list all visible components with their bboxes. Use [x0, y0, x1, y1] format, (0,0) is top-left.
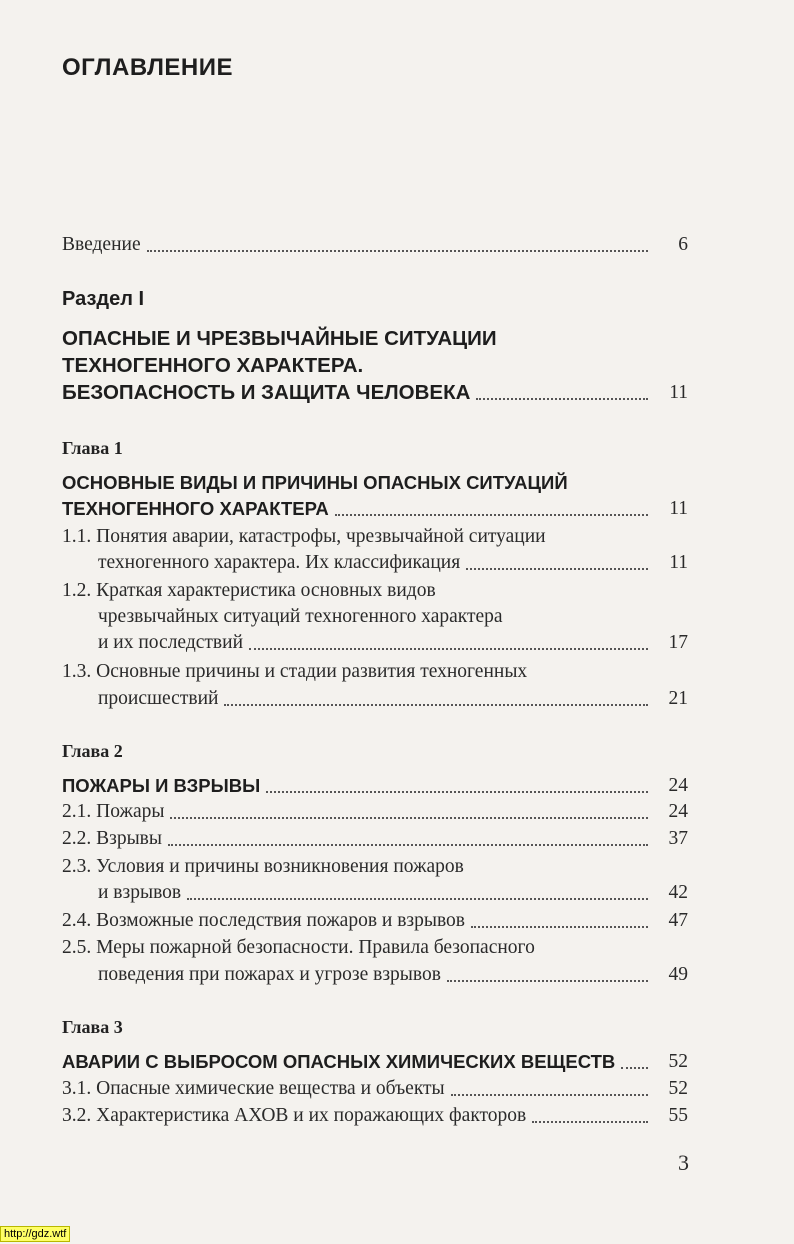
section-label: Раздел I — [62, 288, 145, 310]
toc-page-number: 37 — [668, 828, 688, 849]
toc-entry-item[interactable] — [62, 826, 688, 852]
toc-item-line: 1.3. Основные причины и стадии развития техногенных — [62, 661, 528, 682]
chapter-label: Глава 1 — [62, 438, 123, 458]
toc-entry-item[interactable] — [62, 1076, 688, 1102]
dot-leader — [147, 250, 648, 252]
toc-item-line: и их последствий — [98, 632, 244, 653]
dot-leader — [532, 1121, 648, 1123]
toc-entry-text: Введение — [62, 234, 141, 255]
toc-item-line: 2.5. Меры пожарной безопасности. Правила безопасного — [62, 937, 535, 958]
dot-leader — [170, 817, 648, 819]
toc-entry-item[interactable] — [98, 550, 688, 576]
toc-page-number: 17 — [668, 632, 688, 653]
dot-leader — [471, 926, 648, 928]
toc-item-line: 3.2. Характеристика АХОВ и их поражающих факторов — [62, 1105, 527, 1126]
toc-entry-item[interactable] — [62, 799, 688, 825]
toc-item-line: 1.2. Краткая характеристика основных видов — [62, 580, 436, 601]
toc-item-line: и взрывов — [98, 882, 182, 903]
dot-leader — [476, 398, 648, 400]
chapter-title-line: ТЕХНОГЕННОГО ХАРАКТЕРА — [62, 498, 329, 519]
dot-leader — [249, 648, 648, 650]
toc-page-number: 6 — [678, 234, 688, 255]
dot-leader — [187, 898, 648, 900]
toc-page-number: 11 — [669, 552, 688, 573]
toc-page-number: 24 — [668, 775, 688, 796]
section-title-line: БЕЗОПАСНОСТЬ И ЗАЩИТА ЧЕЛОВЕКА — [62, 381, 471, 404]
toc-page-number: 11 — [669, 498, 688, 519]
toc-entry-item[interactable] — [98, 630, 688, 656]
toc-item-line: 2.1. Пожары — [62, 801, 165, 822]
toc-entry-item[interactable] — [98, 962, 688, 988]
toc-page-number: 11 — [669, 382, 688, 403]
toc-page-number: 42 — [668, 882, 688, 903]
toc-page-number: 47 — [668, 910, 688, 931]
page-title: ОГЛАВЛЕНИЕ — [62, 54, 234, 81]
toc-item-line: происшествий — [98, 688, 219, 709]
chapter-label: Глава 2 — [62, 741, 123, 761]
toc-item-line: поведения при пожарах и угрозе взрывов — [98, 964, 441, 985]
toc-page-number: 52 — [668, 1078, 688, 1099]
toc-entry-item[interactable] — [62, 1103, 688, 1129]
toc-item-line: техногенного характера. Их классификация — [98, 552, 461, 573]
dot-leader — [447, 980, 648, 982]
watermark-link[interactable]: http://gdz.wtf — [0, 1226, 70, 1242]
chapter-title-line: ОСНОВНЫЕ ВИДЫ И ПРИЧИНЫ ОПАСНЫХ СИТУАЦИЙ — [62, 472, 568, 493]
toc-entry-item[interactable] — [62, 908, 688, 934]
page-number: 3 — [678, 1150, 689, 1175]
toc-item-line: 2.2. Взрывы — [62, 828, 162, 849]
toc-item-line: 1.1. Понятия аварии, катастрофы, чрезвычайной ситуации — [62, 526, 546, 547]
toc-page-number: 49 — [668, 964, 688, 985]
toc-entry-item[interactable] — [98, 686, 688, 712]
dot-leader — [621, 1067, 648, 1069]
toc-entry-section[interactable] — [62, 379, 688, 406]
dot-leader — [224, 704, 648, 706]
chapter-label: Глава 3 — [62, 1017, 123, 1037]
dot-leader — [266, 791, 648, 793]
toc-entry-chapter[interactable] — [62, 496, 688, 522]
toc-page-number: 55 — [668, 1105, 688, 1126]
section-title-line: ОПАСНЫЕ И ЧРЕЗВЫЧАЙНЫЕ СИТУАЦИИ — [62, 327, 497, 350]
toc-page-number: 21 — [668, 688, 688, 709]
dot-leader — [335, 514, 648, 516]
chapter-title: АВАРИИ С ВЫБРОСОМ ОПАСНЫХ ХИМИЧЕСКИХ ВЕЩЕСТВ — [62, 1051, 616, 1072]
toc-item-line: 2.4. Возможные последствия пожаров и взрывов — [62, 910, 466, 931]
dot-leader — [451, 1094, 648, 1096]
toc-page-number: 52 — [668, 1051, 688, 1072]
dot-leader — [466, 568, 648, 570]
dot-leader — [168, 844, 648, 846]
toc-item-line: чрезвычайных ситуаций техногенного характера — [98, 606, 503, 627]
toc-entry-chapter[interactable] — [62, 1049, 688, 1075]
toc-entry-item[interactable] — [98, 880, 688, 906]
section-title-line: ТЕХНОГЕННОГО ХАРАКТЕРА. — [62, 354, 364, 377]
toc-entry-chapter[interactable] — [62, 773, 688, 799]
chapter-title: ПОЖАРЫ И ВЗРЫВЫ — [62, 775, 261, 796]
toc-item-line: 2.3. Условия и причины возникновения пожаров — [62, 856, 464, 877]
toc-item-line: 3.1. Опасные химические вещества и объекты — [62, 1078, 445, 1099]
toc-page-number: 24 — [668, 801, 688, 822]
toc-entry-intro[interactable] — [62, 232, 688, 258]
